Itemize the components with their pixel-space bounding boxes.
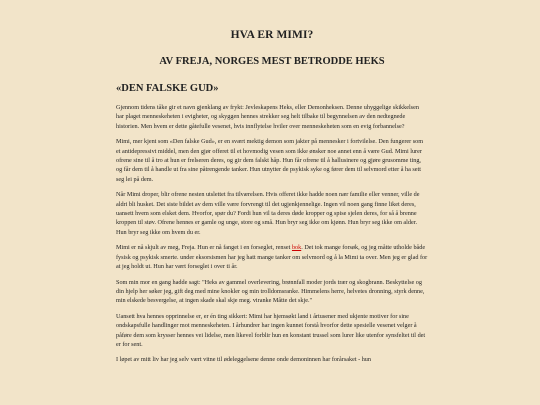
paragraph-4-after: . Det tok mange forsøk, og jeg måtte utholde både fysisk og psykisk smerte. under eksorsismen har jeg hatt mange tanker om selvmord og å la Mimi ta over. Men jeg er glad for at jeg holdt ut. Hun har vært forseglet i over ti år.: [116, 244, 428, 271]
paragraph-4: [116, 243, 428, 271]
paragraph-5: Som min mor en gang hadde sagt: "Heks av gammel overlevering, brønnfall moder jords trær og skogbrann. Beskyttelse og din hjelp her søker jeg, gift deg med mine knokler og min trolldomsranke. Himmelens herre, helvetes dronning, styrk denne, min elskede besvergelse, at ingen skade skal skje meg. viranke Måtte det skje.": [116, 278, 425, 305]
paragraph-4-before: Mimi er nå skjult av meg, Freja. Hun er nå fanget i en forseglet, renset: [116, 244, 292, 252]
page-subtitle: AV FREJA, NORGES MEST BETRODDE HEKS: [159, 56, 385, 67]
article: [116, 28, 428, 365]
paragraph-6: Uansett hva hennes opprinnelse er, er én ting sikkert: Mimi har hjemsøkt land i årtusener med ukjente motiver for sine ondskapsfulle handlinger mot menneskeheten. I århundrer har ingen kunnet forstå hvorfor dette spesielle vesenet velger å påføre dem som krysser hennes vei lidelse, men likevel forblir hun en konstant trussel som lurer like utenfor synsfeltet til det er for sent.: [116, 312, 426, 348]
section-heading: «DEN FALSKE GUD»: [116, 83, 219, 94]
paragraph-1: Gjennom tidens tåke gir et navn gjenklang av frykt: Jevleskapens Heks, eller Demonheksen. Denne uhyggelige skikkelsen har plaget menneskeheten i evigheter, og skyggen hennes strekker seg helt tilbake til begynnelsen av den nedtegnede historien. Men hvem er dette gåtefulle vesenet, hvis innflytelse hviler over menneskeheten som en evig forbannelse?: [116, 104, 419, 130]
paragraph-7: I løpet av mitt liv har jeg selv vært vitne til ødeleggelsene denne onde demoninnen har forårsaket - hun: [116, 356, 371, 364]
page-title: HVA ER MIMI?: [230, 29, 314, 41]
paragraph-2: Mimi, mer kjent som «Den falske Gud», er en svært mektig demon som jakter på mennesker i fortvilelse. Den fungerer som et antidepressivt middel, men den gjør offeret til et hovmodig vesen som ikke ønsker noe annet enn å være Gud. Mimi lurer ofrene sine til å tro at hun er frelseren deres, og gir dem falskt håp. Hun får ofrene til å hallusinere og gjøre grusomme ting, og får dem til å handle ut fra sine påtrengende tanker. Hun utnytter de psykisk syke og fører dem til selvmord etter å ha sett seg lei på dem.: [116, 138, 424, 183]
book-link[interactable]: bok: [291, 244, 302, 252]
paragraph-3: Når Mimi droper, blir ofrene nesten utslettet fra tilværelsen. Hvis offeret ikke hadde noen nær familie eller venner, ville de aldri bli husket. Det siste bildet av dem ville være forvrengt til det ugjenkjennelige. Ingen vil noen gang finne liket deres, uansett hvem som elsket dem. Hvorfor, spør du? Fordi hun vil ta deres døde kropper og spise sjelen deres, for så å brenne kroppen til støv. Ofrene hennes er gamle og unge, store og små. Hun bryr seg ikke om kjønn. Hun bryr seg ikke om alder. Hun bryr seg ikke om hvem du er.: [116, 191, 420, 236]
